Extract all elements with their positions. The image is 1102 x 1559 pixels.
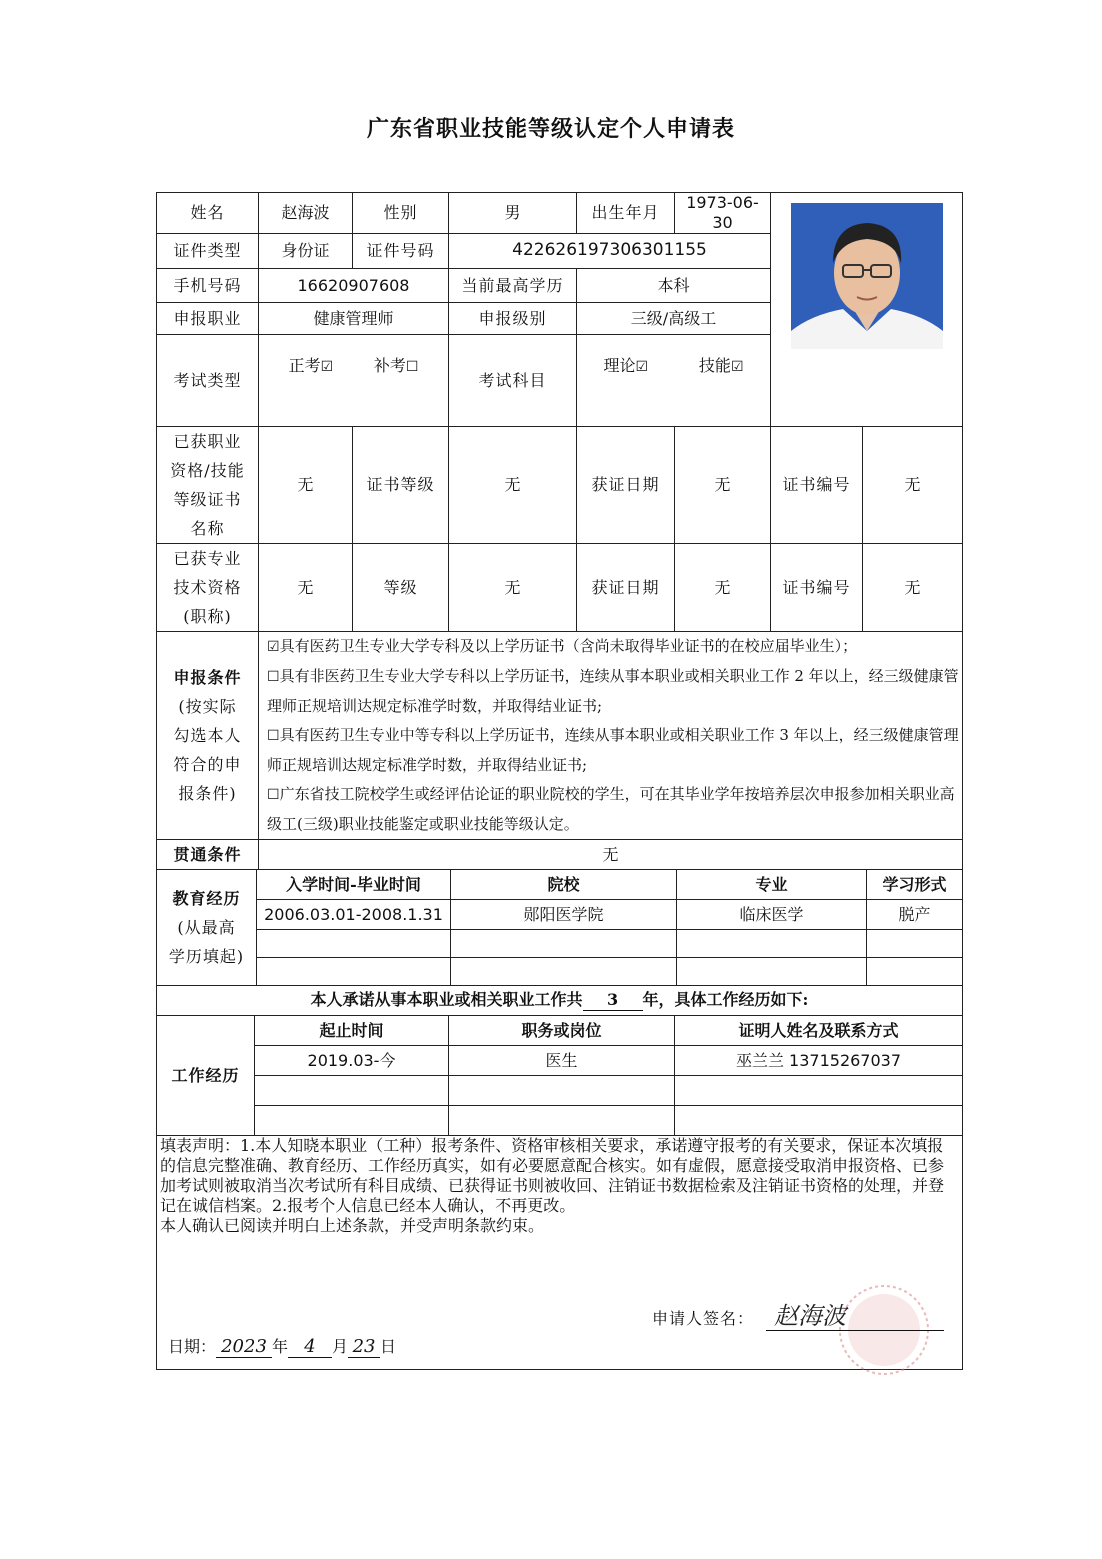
declaration-text: 填表声明：1.本人知晓本职业（工种）报考条件、资格审核相关要求，承诺遵守报考的有关要求，保证本次填报的信息完整准确、教育经历、工作经历真实，如有必要愿意配合核实。如有虚假，愿意接受取消申报资格、已参加考试则被取消当次考试所有科目成绩、已获得证书则被收回、注销证书数据检索及注销证书资格的处理，并登记在诚信档案。2.报考个人信息已经本人确认，不再更改。 xyxy=(160,1136,945,1215)
condition-unchecked-icon: ☐ xyxy=(267,728,280,744)
table-row xyxy=(157,930,963,958)
cert1-label: 已获职业 资格/技能 等级证书 名称 xyxy=(157,427,259,544)
theory-checked-icon: ☑ xyxy=(635,358,649,375)
conditions-label: 申报条件 (按实际 勾选本人 符合的申 报条件) xyxy=(157,632,259,840)
date-label: 日期： xyxy=(168,1337,217,1356)
cert1-grade-label: 证书等级 xyxy=(353,427,449,544)
cert2-label: 已获专业 技术资格 (职称) xyxy=(157,544,259,632)
declaration-confirm: 本人确认已阅读并明白上述条款，并受声明条款约束。 xyxy=(160,1216,545,1235)
work-header-period: 起止时间 xyxy=(255,1016,449,1046)
table-row xyxy=(157,958,963,986)
name-label: 姓名 xyxy=(157,193,259,234)
condition-item: ☐广东省技工院校学生或经评估论证的职业院校的学生，可在其毕业学年按培养层次申报参加相关职业高级工(三级)职业技能鉴定或职业技能等级认定。 xyxy=(267,785,955,833)
exam-type-label: 考试类型 xyxy=(157,335,259,427)
exam-subject-label: 考试科目 xyxy=(449,335,577,427)
id-no-label: 证件号码 xyxy=(353,234,449,269)
theory-option: 理论 xyxy=(603,355,636,375)
work-header-position: 职务或岗位 xyxy=(449,1016,675,1046)
occupation-value: 健康管理师 xyxy=(259,303,449,335)
edu-header-period: 入学时间-毕业时间 xyxy=(257,870,451,900)
edu-header-mode: 学习形式 xyxy=(867,870,963,900)
education-label: 当前最高学历 xyxy=(449,269,577,303)
name-value: 赵海波 xyxy=(259,193,353,234)
condition-item: ☐具有非医药卫生专业大学专科以上学历证书，连续从事本职业或相关职业工作 2 年以上，经三级健康管理师正规培训达规定标准学时数，并取得结业证书; xyxy=(267,667,959,715)
birth-value: 1973-06-30 xyxy=(675,193,771,234)
cert2-no-label: 证书编号 xyxy=(771,544,863,632)
level-value: 三级/高级工 xyxy=(577,303,771,335)
form-table xyxy=(156,192,963,870)
through-label: 贯通条件 xyxy=(157,840,259,870)
education-table xyxy=(156,869,963,1016)
condition-item: ☐具有医药卫生专业中等专科以上学历证书，连续从事本职业或相关职业工作 3 年以上，经三级健康管理师正规培训达规定标准学时数，并取得结业证书; xyxy=(267,726,959,774)
cert1-grade-value: 无 xyxy=(449,427,577,544)
table-row xyxy=(157,1076,963,1106)
edu-header-major: 专业 xyxy=(677,870,867,900)
condition-unchecked-icon: ☐ xyxy=(267,787,280,803)
work-header-reference: 证明人姓名及联系方式 xyxy=(675,1016,963,1046)
table-row: 2019.03-今 医生 巫兰兰 13715267037 xyxy=(157,1046,963,1076)
date-year: 2023 xyxy=(216,1336,272,1358)
condition-item: ☑具有医药卫生专业大学专科及以上学历证书（含尚未取得毕业证书的在校应届毕业生）； xyxy=(267,637,858,655)
education-value: 本科 xyxy=(577,269,771,303)
cert2-date-label: 获证日期 xyxy=(577,544,675,632)
table-row xyxy=(157,1106,963,1136)
cert2-grade-value: 无 xyxy=(449,544,577,632)
cert2-grade-label: 等级 xyxy=(353,544,449,632)
cert1-date-value: 无 xyxy=(675,427,771,544)
signature-label: 申请人签名： xyxy=(652,1309,755,1328)
condition-unchecked-icon: ☐ xyxy=(267,669,280,685)
signature-area xyxy=(156,1290,962,1362)
applicant-photo xyxy=(791,203,943,349)
makeup-exam-option: 补考 xyxy=(373,355,406,375)
id-type-label: 证件类型 xyxy=(157,234,259,269)
makeup-unchecked-icon: ☐ xyxy=(405,358,419,375)
education-label: 教育经历 (从最高 学历填起) xyxy=(157,870,257,986)
form-title: 广东省职业技能等级认定个人申请表 xyxy=(366,116,735,142)
occupation-label: 申报职业 xyxy=(157,303,259,335)
skill-checked-icon: ☑ xyxy=(730,358,744,375)
gender-value: 男 xyxy=(449,193,577,234)
work-statement: 本人承诺从事本职业或相关职业工作共 3 年，具体工作经历如下: xyxy=(157,986,963,1016)
edu-header-school: 院校 xyxy=(451,870,677,900)
photo-cell xyxy=(771,193,963,427)
table-row: 2006.03.01-2008.1.31 郧阳医学院 临床医学 脱产 xyxy=(157,900,963,930)
cert2-date-value: 无 xyxy=(675,544,771,632)
through-value: 无 xyxy=(259,840,963,870)
date-day: 23 xyxy=(348,1336,380,1358)
cert1-name-value: 无 xyxy=(259,427,353,544)
cert2-name-value: 无 xyxy=(259,544,353,632)
id-no-value: 422626197306301155 xyxy=(449,234,771,269)
condition-checked-icon: ☑ xyxy=(267,639,280,655)
date-line: 日期： 2023 年 4 月 23 日 xyxy=(168,1336,397,1357)
cert1-date-label: 获证日期 xyxy=(577,427,675,544)
phone-value: 16620907608 xyxy=(259,269,449,303)
exam-subject-options xyxy=(577,335,771,397)
cert1-no-label: 证书编号 xyxy=(771,427,863,544)
work-label: 工作经历 xyxy=(157,1016,255,1136)
phone-label: 手机号码 xyxy=(157,269,259,303)
regular-checked-icon: ☑ xyxy=(320,358,334,375)
gender-label: 性别 xyxy=(353,193,449,234)
birth-label: 出生年月 xyxy=(577,193,675,234)
cert2-no-value: 无 xyxy=(863,544,963,632)
applicant-signature: 赵海波 xyxy=(774,1302,846,1330)
conditions-list xyxy=(259,632,963,840)
application-form xyxy=(156,192,962,1362)
date-month: 4 xyxy=(288,1336,332,1358)
id-type-value: 身份证 xyxy=(259,234,353,269)
skill-option: 技能 xyxy=(698,355,731,375)
cert1-no-value: 无 xyxy=(863,427,963,544)
regular-exam-option: 正考 xyxy=(288,355,321,375)
level-label: 申报级别 xyxy=(449,303,577,335)
signature-line xyxy=(766,1296,944,1331)
work-years: 3 xyxy=(583,990,643,1011)
exam-type-options xyxy=(259,335,449,397)
